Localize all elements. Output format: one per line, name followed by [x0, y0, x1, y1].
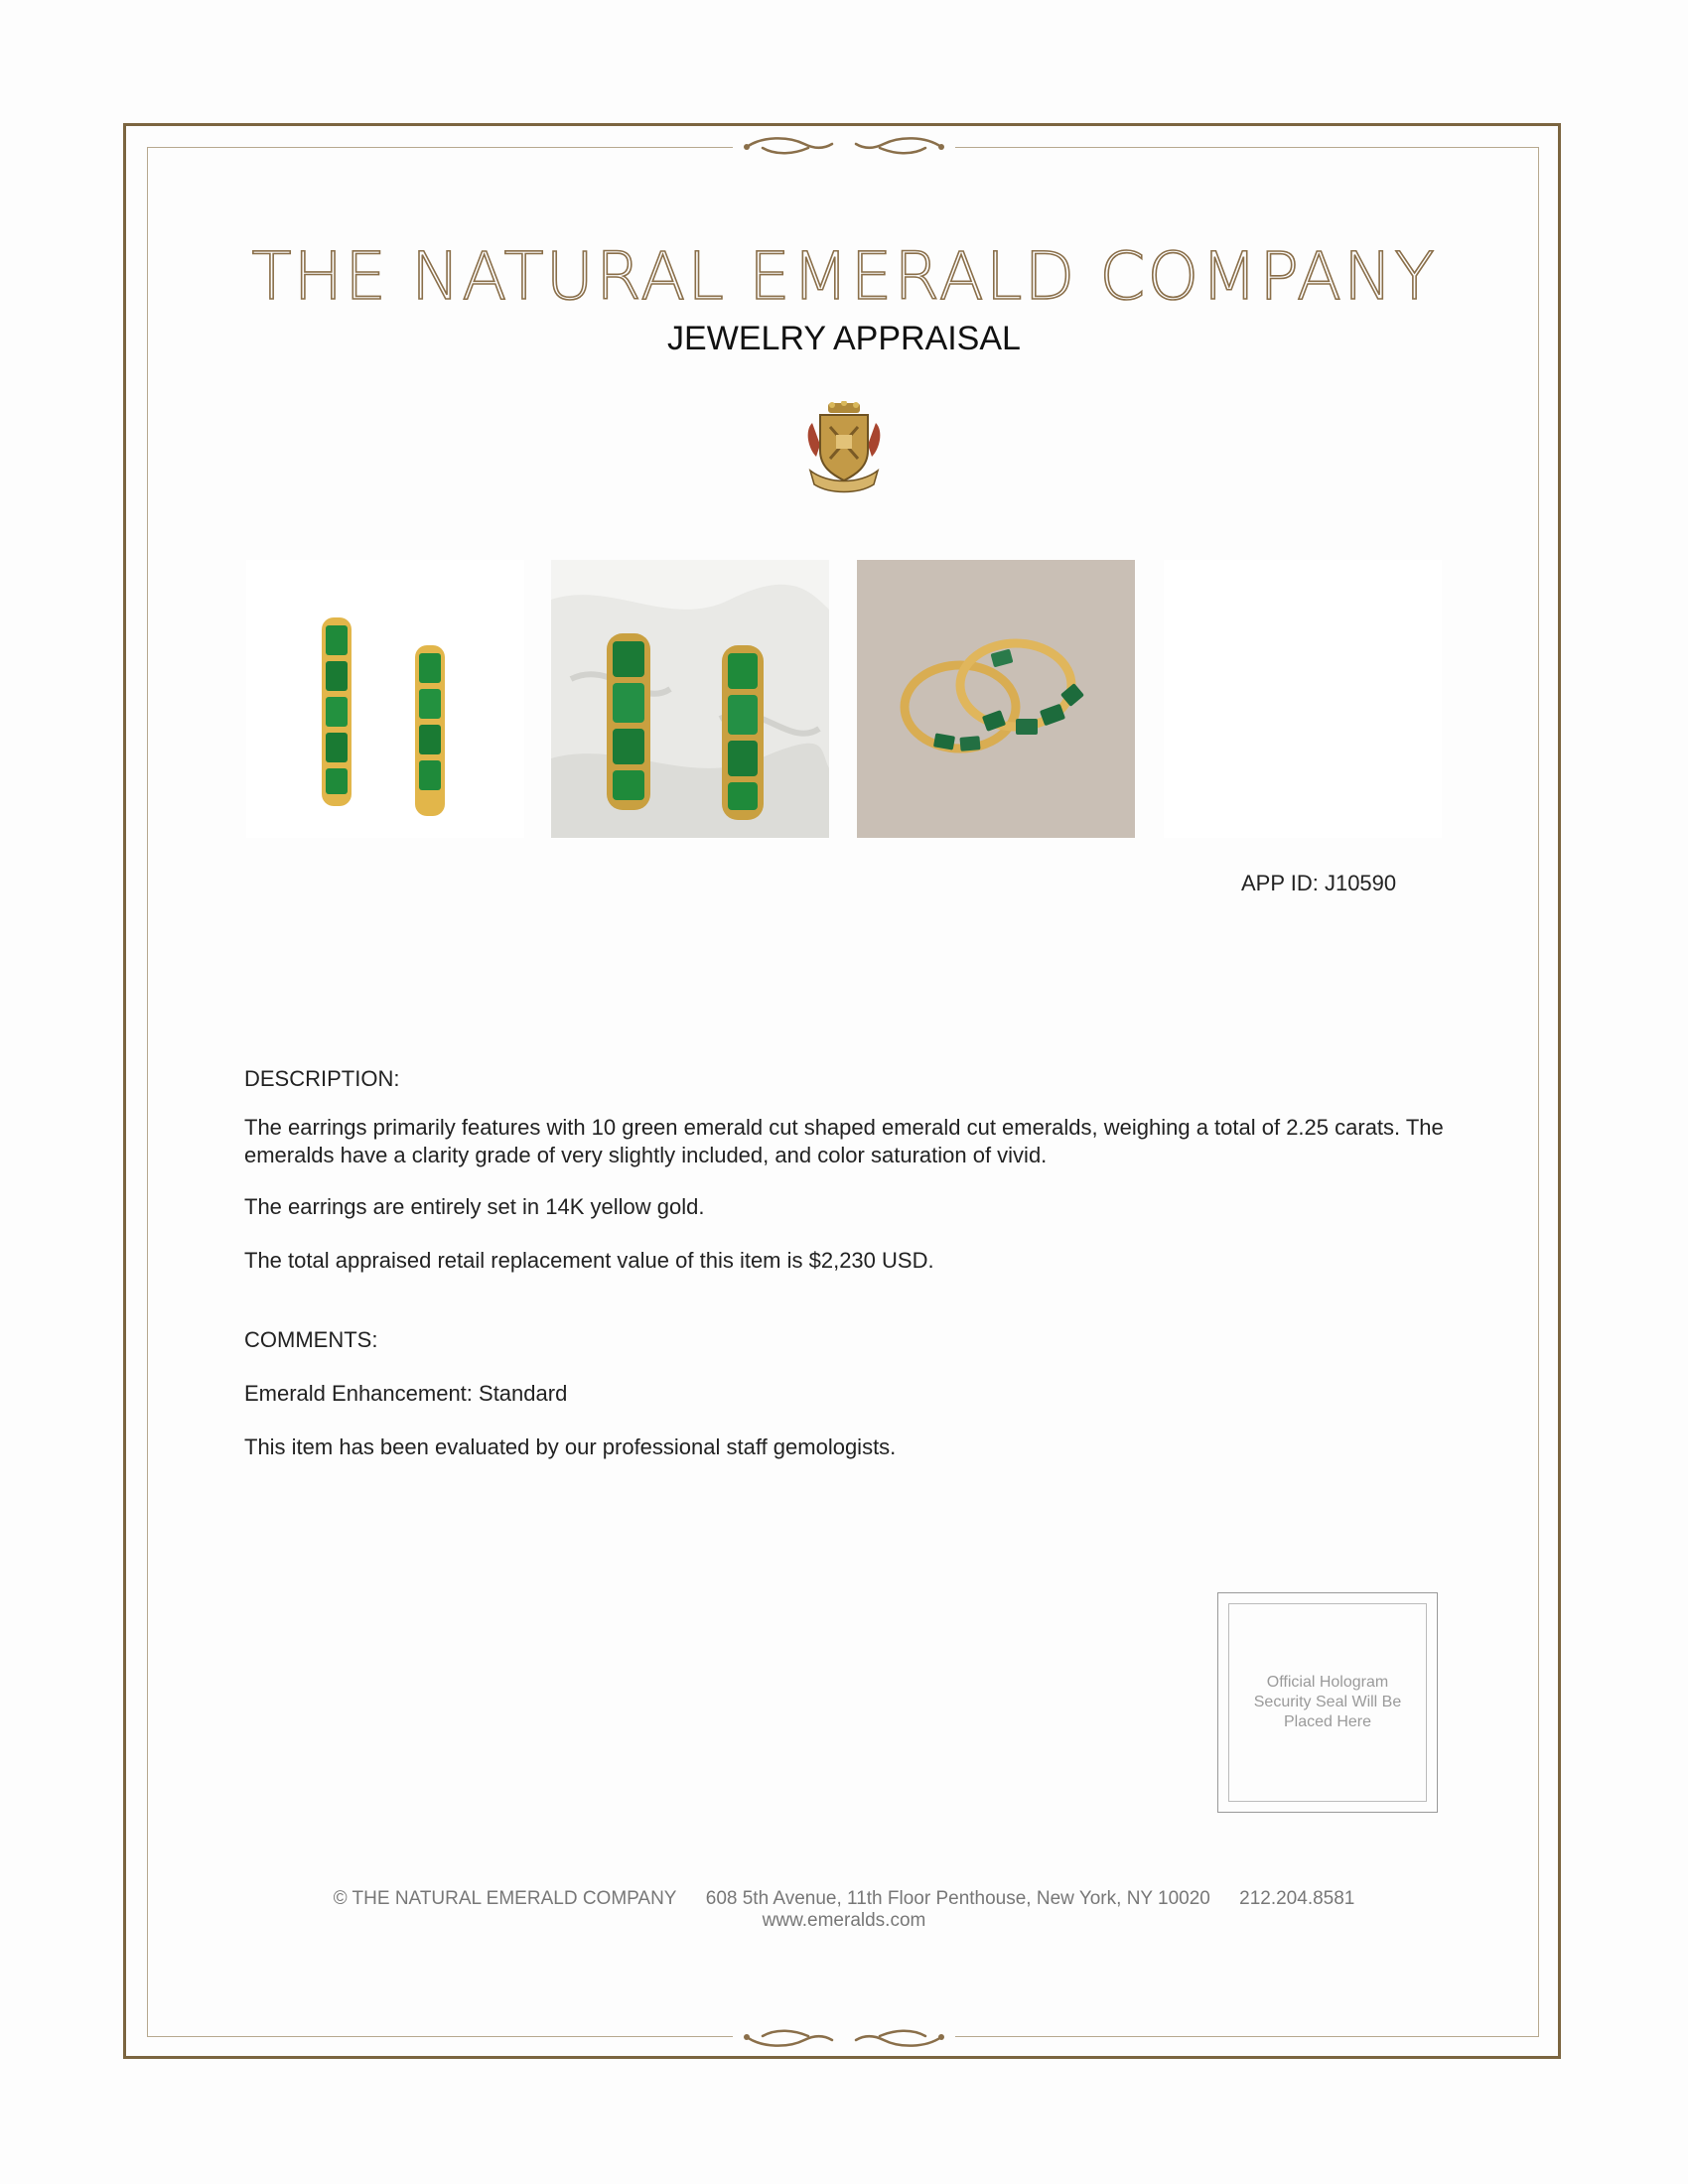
earrings-on-beige-photo	[857, 560, 1135, 838]
value-paragraph: The total appraised retail replacement value of this item is $2,230 USD.	[244, 1248, 934, 1273]
bottom-flourish-ornament	[733, 2022, 955, 2052]
footer-copyright: © THE NATURAL EMERALD COMPANY	[333, 1888, 677, 1909]
footer-address: 608 5th Avenue, 11th Floor Penthouse, New York, NY 10020	[705, 1888, 1210, 1909]
footer-phone: 212.204.8581	[1239, 1888, 1355, 1909]
comments-heading: COMMENTS:	[244, 1327, 378, 1352]
document-title: JEWELRY APPRAISAL	[667, 320, 1021, 357]
company-name-title: THE NATURAL EMERALD COMPANY	[251, 238, 1437, 315]
footer-line	[149, 1888, 1539, 1910]
description-heading: DESCRIPTION:	[244, 1066, 400, 1091]
description-paragraph: The earrings primarily features with 10 green emerald cut shaped emerald cut emeralds, weighing a total of 2.25 carats. The emeralds have a clarity grade of very slightly included, and color saturation of vivid.	[244, 1115, 1444, 1167]
appraisal-id: APP ID: J10590	[1241, 871, 1397, 895]
evaluation-comment: This item has been evaluated by our professional staff gemologists.	[244, 1434, 897, 1459]
enhancement-comment: Emerald Enhancement: Standard	[244, 1381, 568, 1406]
hologram-seal-placeholder	[1217, 1592, 1438, 1813]
footer-website: www.emeralds.com	[762, 1910, 926, 1931]
metal-paragraph: The earrings are entirely set in 14K yellow gold.	[244, 1194, 705, 1219]
seal-placeholder-text: Official Hologram Security Seal Will Be Placed Here	[1253, 1674, 1402, 1730]
coat-of-arms-crest-icon	[802, 401, 886, 496]
footer	[149, 1888, 1539, 1932]
earrings-on-fabric-photo	[551, 560, 829, 838]
top-flourish-ornament	[733, 132, 955, 162]
seal-inner-frame	[1228, 1603, 1427, 1802]
blank-photo	[1164, 560, 1442, 838]
earrings-front-view-photo	[246, 560, 524, 838]
